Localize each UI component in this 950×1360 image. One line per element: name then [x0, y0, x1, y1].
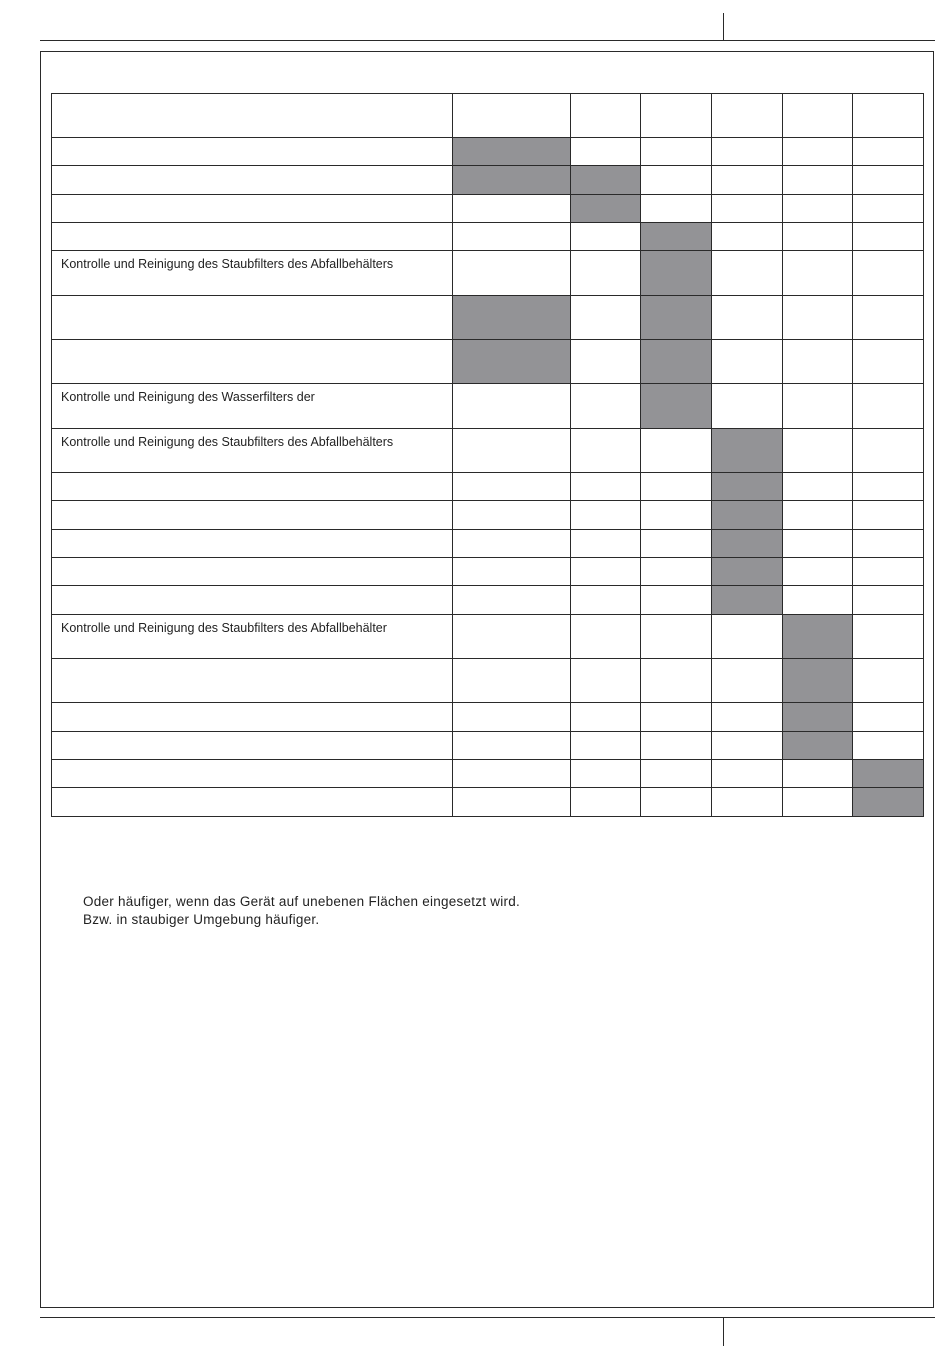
interval-cell — [783, 760, 853, 788]
task-label — [52, 703, 453, 732]
interval-cell — [783, 195, 853, 223]
interval-cell — [783, 166, 853, 195]
schedule-row — [52, 586, 924, 615]
interval-cell — [783, 138, 853, 166]
schedule-row — [52, 732, 924, 760]
interval-cell — [853, 659, 924, 703]
schedule-row — [52, 788, 924, 817]
interval-cell — [571, 558, 641, 586]
task-label — [52, 558, 453, 586]
interval-cell — [641, 732, 712, 760]
schedule-row — [52, 195, 924, 223]
interval-cell — [783, 501, 853, 530]
interval-cell-filled — [712, 586, 783, 615]
interval-cell — [571, 760, 641, 788]
interval-cell-filled — [641, 340, 712, 384]
schedule-row — [52, 501, 924, 530]
task-label — [52, 473, 453, 501]
task-label — [52, 195, 453, 223]
interval-cell — [571, 384, 641, 429]
interval-cell — [571, 473, 641, 501]
interval-cell — [783, 429, 853, 473]
interval-cell — [453, 586, 571, 615]
interval-cell — [453, 501, 571, 530]
interval-cell — [712, 195, 783, 223]
interval-cell-filled — [712, 429, 783, 473]
interval-cell — [783, 223, 853, 251]
interval-cell-filled — [712, 473, 783, 501]
interval-cell — [853, 340, 924, 384]
interval-cell-filled — [571, 195, 641, 223]
interval-cell-filled — [783, 732, 853, 760]
interval-cell — [453, 429, 571, 473]
interval-cell — [571, 429, 641, 473]
interval-cell — [712, 251, 783, 296]
interval-cell — [641, 473, 712, 501]
interval-cell-filled — [783, 703, 853, 732]
interval-cell — [641, 760, 712, 788]
interval-cell — [853, 586, 924, 615]
interval-cell — [641, 166, 712, 195]
schedule-row — [52, 760, 924, 788]
interval-cell — [853, 251, 924, 296]
interval-cell — [453, 703, 571, 732]
interval-cell — [571, 530, 641, 558]
interval-cell — [712, 138, 783, 166]
interval-cell — [853, 473, 924, 501]
footnote-dusty-environment: Bzw. in staubiger Umgebung häufiger. — [83, 912, 320, 927]
schedule-row — [52, 429, 924, 473]
interval-cell — [453, 473, 571, 501]
interval-cell-filled — [571, 166, 641, 195]
interval-cell — [641, 703, 712, 732]
interval-cell — [453, 223, 571, 251]
interval-cell-filled — [641, 223, 712, 251]
schedule-row — [52, 558, 924, 586]
interval-cell — [641, 586, 712, 615]
interval-cell — [641, 501, 712, 530]
interval-cell — [712, 615, 783, 659]
interval-cell — [571, 615, 641, 659]
schedule-row — [52, 296, 924, 340]
interval-cell — [641, 530, 712, 558]
task-label — [52, 586, 453, 615]
footer-divider — [723, 1318, 724, 1346]
interval-cell — [453, 788, 571, 817]
task-label — [52, 659, 453, 703]
task-label — [52, 530, 453, 558]
schedule-row — [52, 251, 924, 296]
interval-cell — [453, 659, 571, 703]
interval-cell — [853, 429, 924, 473]
interval-cell — [783, 530, 853, 558]
task-label — [52, 296, 453, 340]
interval-cell — [853, 530, 924, 558]
interval-cell — [853, 615, 924, 659]
footer-rule — [40, 1317, 935, 1318]
interval-cell-filled — [641, 384, 712, 429]
interval-cell — [712, 94, 783, 138]
interval-cell — [783, 586, 853, 615]
interval-cell — [853, 384, 924, 429]
schedule-row — [52, 166, 924, 195]
interval-cell — [571, 340, 641, 384]
interval-cell — [783, 558, 853, 586]
task-label — [52, 94, 453, 138]
interval-cell — [712, 760, 783, 788]
interval-cell-filled — [783, 659, 853, 703]
interval-cell — [571, 501, 641, 530]
interval-cell — [571, 586, 641, 615]
schedule-row — [52, 138, 924, 166]
interval-cell — [571, 732, 641, 760]
interval-cell-filled — [853, 788, 924, 817]
footnote-uneven-surfaces: Oder häufiger, wenn das Gerät auf unebenen Flächen eingesetzt wird. — [83, 894, 521, 909]
interval-cell — [641, 788, 712, 817]
interval-cell — [571, 223, 641, 251]
interval-cell — [571, 94, 641, 138]
interval-cell-filled — [853, 760, 924, 788]
interval-cell — [712, 659, 783, 703]
interval-cell — [641, 615, 712, 659]
interval-cell — [853, 223, 924, 251]
schedule-row — [52, 659, 924, 703]
interval-cell — [571, 659, 641, 703]
schedule-row — [52, 473, 924, 501]
task-label — [52, 340, 453, 384]
task-label — [52, 166, 453, 195]
footnotes — [83, 893, 520, 929]
schedule-header-row — [52, 94, 924, 138]
interval-cell-filled — [641, 251, 712, 296]
interval-cell-filled — [453, 296, 571, 340]
interval-cell — [853, 138, 924, 166]
interval-cell — [453, 530, 571, 558]
interval-cell — [571, 138, 641, 166]
interval-cell — [783, 340, 853, 384]
interval-cell — [783, 788, 853, 817]
interval-cell — [783, 473, 853, 501]
task-label — [52, 732, 453, 760]
interval-cell — [641, 138, 712, 166]
schedule-row — [52, 223, 924, 251]
header-divider — [723, 13, 724, 41]
interval-cell — [453, 251, 571, 296]
interval-cell — [783, 384, 853, 429]
interval-cell — [783, 94, 853, 138]
interval-cell — [571, 251, 641, 296]
interval-cell — [853, 94, 924, 138]
interval-cell-filled — [453, 166, 571, 195]
interval-cell — [453, 384, 571, 429]
interval-cell — [453, 760, 571, 788]
interval-cell — [641, 195, 712, 223]
task-label: Kontrolle und Reinigung des Wasserfilters der — [52, 384, 453, 429]
interval-cell — [853, 166, 924, 195]
interval-cell — [641, 659, 712, 703]
task-label: Kontrolle und Reinigung des Staubfilters des Abfallbehälter — [52, 615, 453, 659]
interval-cell — [712, 732, 783, 760]
task-label: Kontrolle und Reinigung des Staubfilters des Abfallbehälters — [52, 429, 453, 473]
interval-cell-filled — [783, 615, 853, 659]
schedule-row — [52, 340, 924, 384]
interval-cell — [853, 296, 924, 340]
interval-cell — [853, 195, 924, 223]
interval-cell — [453, 195, 571, 223]
interval-cell — [571, 296, 641, 340]
interval-cell — [712, 223, 783, 251]
task-label — [52, 223, 453, 251]
interval-cell — [453, 732, 571, 760]
interval-cell-filled — [453, 340, 571, 384]
interval-cell-filled — [712, 530, 783, 558]
task-label — [52, 501, 453, 530]
schedule-row — [52, 530, 924, 558]
interval-cell-filled — [453, 138, 571, 166]
interval-cell — [853, 703, 924, 732]
task-label — [52, 760, 453, 788]
interval-cell — [853, 558, 924, 586]
interval-cell — [712, 166, 783, 195]
interval-cell — [712, 296, 783, 340]
interval-cell — [853, 501, 924, 530]
interval-cell — [783, 296, 853, 340]
interval-cell — [453, 94, 571, 138]
interval-cell — [712, 340, 783, 384]
interval-cell — [453, 615, 571, 659]
interval-cell — [641, 429, 712, 473]
interval-cell — [571, 703, 641, 732]
task-label — [52, 788, 453, 817]
interval-cell — [571, 788, 641, 817]
schedule-row — [52, 615, 924, 659]
interval-cell — [641, 94, 712, 138]
schedule-row — [52, 703, 924, 732]
header-rule — [40, 40, 935, 41]
interval-cell — [712, 703, 783, 732]
interval-cell-filled — [712, 558, 783, 586]
interval-cell — [712, 384, 783, 429]
maintenance-schedule-table — [51, 93, 924, 817]
interval-cell — [783, 251, 853, 296]
task-label: Kontrolle und Reinigung des Staubfilters des Abfallbehälters — [52, 251, 453, 296]
interval-cell — [453, 558, 571, 586]
interval-cell — [853, 732, 924, 760]
interval-cell — [712, 788, 783, 817]
schedule-row — [52, 384, 924, 429]
interval-cell-filled — [712, 501, 783, 530]
interval-cell — [641, 558, 712, 586]
interval-cell-filled — [641, 296, 712, 340]
task-label — [52, 138, 453, 166]
